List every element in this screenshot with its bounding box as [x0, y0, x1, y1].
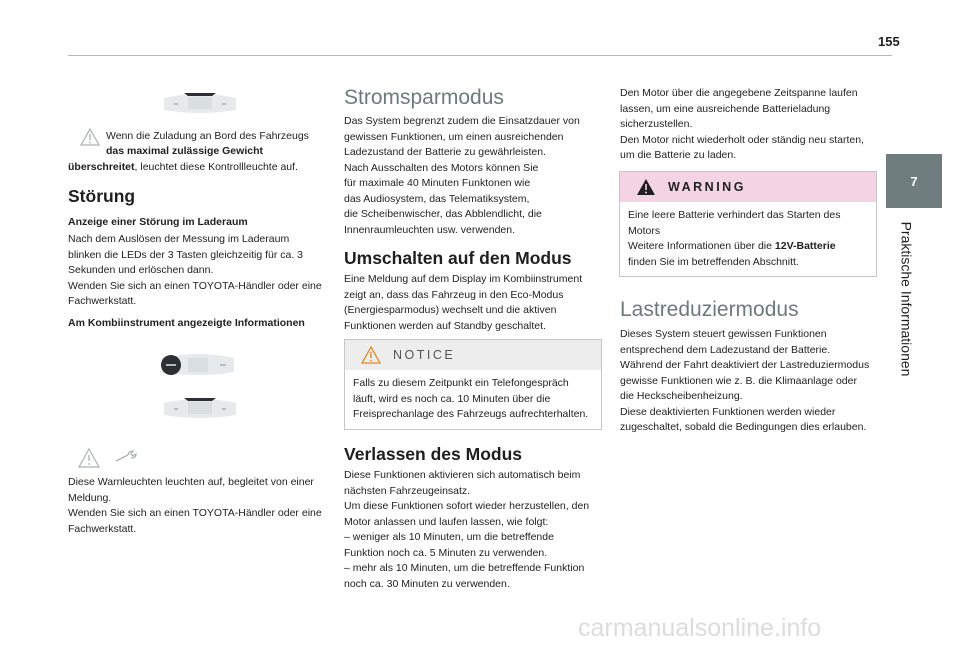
warning-triangle-filled-icon [636, 178, 656, 196]
header-divider [68, 55, 892, 56]
subheading-kombi: Am Kombiinstrument angezeigte Informationen [68, 317, 305, 329]
heading-stoerung: Störung [68, 186, 136, 206]
notice-label: NOTICE [393, 348, 456, 362]
page-number: 155 [878, 34, 900, 49]
overload-intro: Wenn die Zuladung an Bord des Fahrzeugs [106, 130, 309, 142]
load-indicator-illustration-2 [160, 393, 240, 423]
notice-box [344, 339, 602, 430]
notice-triangle-icon [361, 346, 381, 364]
heading-verlassen: Verlassen des Modus [344, 444, 522, 464]
battery-link-text: 12V-Batterie [774, 240, 836, 252]
umschalten-text: Eine Meldung auf dem Display im Kombiinstrument zeigt an, dass das Fahrzeug in den Eco-Modus (Energiesparmodus) wechselt und die aktiven Funktionen werden auf Standby geschaltet. [344, 273, 583, 332]
subheading-laderaum: Anzeige einer Störung im Laderaum [68, 216, 248, 228]
chapter-tab: 7 [886, 154, 942, 208]
wrench-icon [114, 450, 138, 464]
strom-text: Das System begrenzt zudem die Einsatzdauer von gewissen Funktionen, um einen ausreichenden Ladezustand der Batterie zu gewährleisten. Nach Ausschalten des Motors können Sie für maximale 40 Minuten Funktonen wie das Audiosystem, das Telematiksystem, die Scheibenwischer, das Abblendlicht, die Innenraumleuchten usw. verwenden. [344, 115, 580, 236]
warning-triangle-icon-2 [78, 448, 100, 468]
title-stromsparmodus: Stromsparmodus [344, 86, 504, 109]
three-button-illustration [156, 348, 240, 380]
title-lastreduziermodus: Lastreduziermodus [620, 298, 799, 321]
watermark: carmanualsonline.info [578, 614, 822, 642]
verlassen-text: Diese Funktionen aktivieren sich automatisch beim nächsten Fahrzeugeinsatz. Um diese Funktionen sofort wieder herzustellen, den Motor anlassen und laufen lassen, wie folgt: – weniger als 10 Minuten, um die betreffende Funktion noch ca. 5 Minuten zu verwenden. – mehr als 10 Minuten, um die betreffende Funktion noch ca. 30 Minuten zu verwenden. [344, 469, 590, 590]
warning-label: WARNING [668, 180, 746, 194]
overload-intro-cont: das maximal zulässige Gewicht überschreitet, leuchtet diese Kontrollleuchte auf. [68, 145, 298, 173]
warning-body: Eine leere Batterie verhindert das Starten des Motors Weitere Informationen über die 12V-Batterie finden Sie im betreffenden Abschnitt. [628, 209, 841, 268]
laderaum-text: Nach dem Auslösen der Messung im Laderaum blinken die LEDs der 3 Tasten gleichzeitig für ca. 3 Sekunden und erlöschen dann. Wenden Sie sich an einen TOYOTA-Händler oder eine Fachwerkstatt. [68, 233, 322, 307]
overload-bold-text: das maximal zulässige Gewicht überschreitet [68, 145, 263, 173]
heading-umschalten: Umschalten auf den Modus [344, 248, 572, 268]
last-text: Dieses System steuert gewissen Funktionen entsprechend dem Ladezustand der Batterie. Während der Fahrt deaktiviert der Lastreduziermodus gewisse Funktionen wie z. B. die Klimaanlage oder die Heckscheibenheizung. Diese deaktivierten Funktionen werden wieder zugeschaltet, sobald die Bedingungen dies erlauben. [620, 328, 870, 433]
warning-box [619, 171, 877, 277]
notice-body: Falls zu diesem Zeitpunkt ein Telefongespräch läuft, wird es noch ca. 10 Minuten über die Freisprechanlage des Fahrzeugs aufrechterhalten. [353, 377, 589, 420]
load-indicator-illustration [160, 88, 240, 118]
motor-text: Den Motor über die angegebene Zeitspanne laufen lassen, um eine ausreichende Batterieladung sicherzustellen. Den Motor nicht wiederholt oder ständig neu starten, um die Batterie zu laden. [620, 87, 864, 161]
warning-header [620, 172, 876, 202]
chapter-title: Praktische Informationen [898, 221, 915, 377]
kombi-text: Diese Warnleuchten leuchten auf, begleitet von einer Meldung. Wenden Sie sich an einen TOYOTA-Händler oder eine Fachwerkstatt. [68, 476, 322, 535]
notice-header [345, 340, 601, 370]
